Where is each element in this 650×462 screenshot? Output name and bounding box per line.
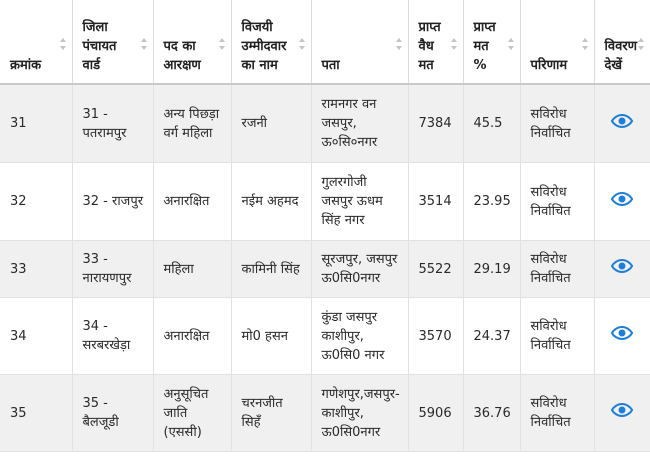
cell-sno: 35: [0, 375, 72, 452]
header-vote-percent-label: प्राप्त मत %: [473, 20, 496, 73]
sort-icon[interactable]: [638, 38, 645, 50]
header-valid-votes-label: प्राप्त वैध मत: [418, 20, 441, 73]
cell-view: [594, 163, 650, 241]
cell-reservation: अनारक्षित: [153, 163, 231, 241]
table-row: [0, 163, 650, 241]
cell-view: [594, 298, 650, 375]
table-row: [0, 298, 650, 375]
eye-icon[interactable]: [611, 113, 633, 129]
cell-winner: रजनी: [231, 84, 311, 163]
header-address[interactable]: [311, 0, 408, 84]
header-view-label: विवरण देखें: [604, 39, 638, 73]
cell-ward: 33 - नारायणपुर: [72, 241, 153, 298]
cell-view: [594, 241, 650, 298]
cell-sno: 33: [0, 241, 72, 298]
header-vote-percent[interactable]: [463, 0, 520, 84]
table-row: [0, 375, 650, 452]
sort-icon[interactable]: [451, 38, 458, 50]
cell-address: गुलरगोजी जसपुर ऊधम सिंह नगर: [311, 163, 408, 241]
table-body: [0, 84, 650, 452]
cell-ward: 34 - सरबरखेड़ा: [72, 298, 153, 375]
cell-address: कुंडा जसपुर काशीपुर, ऊ0सि0 नगर: [311, 298, 408, 375]
cell-valid-votes: 3514: [408, 163, 463, 241]
eye-icon[interactable]: [611, 191, 633, 207]
cell-vote-percent: 24.37: [463, 298, 520, 375]
sort-icon[interactable]: [219, 38, 226, 50]
cell-winner: चरनजीत सिहँ: [231, 375, 311, 452]
cell-vote-percent: 23.95: [463, 163, 520, 241]
cell-view: [594, 375, 650, 452]
header-row: [0, 0, 650, 84]
sort-icon[interactable]: [508, 38, 515, 50]
header-result[interactable]: [520, 0, 594, 84]
cell-vote-percent: 29.19: [463, 241, 520, 298]
cell-sno: 32: [0, 163, 72, 241]
header-winner[interactable]: [231, 0, 311, 84]
cell-valid-votes: 3570: [408, 298, 463, 375]
cell-valid-votes: 5906: [408, 375, 463, 452]
sort-icon[interactable]: [396, 38, 403, 50]
header-address-label: पता: [321, 58, 340, 73]
sort-icon[interactable]: [141, 38, 148, 50]
cell-address: गणेशपुर,जसपुर-काशीपुर, ऊ0सि0नगर: [311, 375, 408, 452]
table-row: [0, 84, 650, 163]
header-ward-label: जिला पंचायत वार्ड: [82, 20, 117, 73]
cell-winner: नईम अहमद: [231, 163, 311, 241]
header-ward[interactable]: [72, 0, 153, 84]
cell-reservation: अनारक्षित: [153, 298, 231, 375]
sort-icon[interactable]: [60, 38, 67, 50]
cell-address: रामनगर वन जसपुर, ऊ०सि०नगर: [311, 84, 408, 163]
cell-ward: 32 - राजपुर: [72, 163, 153, 241]
cell-reservation: अन्य पिछड़ा वर्ग महिला: [153, 84, 231, 163]
header-reservation[interactable]: [153, 0, 231, 84]
header-reservation-label: पद का आरक्षण: [163, 39, 201, 73]
eye-icon[interactable]: [611, 402, 633, 418]
header-sno[interactable]: [0, 0, 72, 84]
cell-result: सविरोध निर्वाचित: [520, 375, 594, 452]
table-row: [0, 241, 650, 298]
sort-icon[interactable]: [582, 38, 589, 50]
cell-result: सविरोध निर्वाचित: [520, 241, 594, 298]
cell-ward: 31 - पतरामपुर: [72, 84, 153, 163]
cell-reservation: महिला: [153, 241, 231, 298]
sort-icon[interactable]: [299, 38, 306, 50]
cell-ward: 35 - बैलजूडी: [72, 375, 153, 452]
cell-vote-percent: 45.5: [463, 84, 520, 163]
cell-valid-votes: 5522: [408, 241, 463, 298]
cell-result: सविरोध निर्वाचित: [520, 163, 594, 241]
cell-vote-percent: 36.76: [463, 375, 520, 452]
cell-winner: कामिनी सिंह: [231, 241, 311, 298]
header-sno-label: क्रमांक: [10, 58, 42, 73]
header-result-label: परिणाम: [530, 58, 568, 73]
cell-view: [594, 84, 650, 163]
table-header: [0, 0, 650, 84]
cell-winner: मो0 हसन: [231, 298, 311, 375]
header-winner-label: विजयी उम्मीदवार का नाम: [241, 20, 287, 73]
cell-result: सविरोध निर्वाचित: [520, 298, 594, 375]
header-view[interactable]: [594, 0, 650, 84]
eye-icon[interactable]: [611, 325, 633, 341]
cell-valid-votes: 7384: [408, 84, 463, 163]
eye-icon[interactable]: [611, 258, 633, 274]
cell-sno: 34: [0, 298, 72, 375]
header-valid-votes[interactable]: [408, 0, 463, 84]
cell-reservation: अनुसूचित जाति (एससी): [153, 375, 231, 452]
cell-address: सूरजपुर, जसपुर ऊ0सि0नगर: [311, 241, 408, 298]
cell-result: सविरोध निर्वाचित: [520, 84, 594, 163]
cell-sno: 31: [0, 84, 72, 163]
